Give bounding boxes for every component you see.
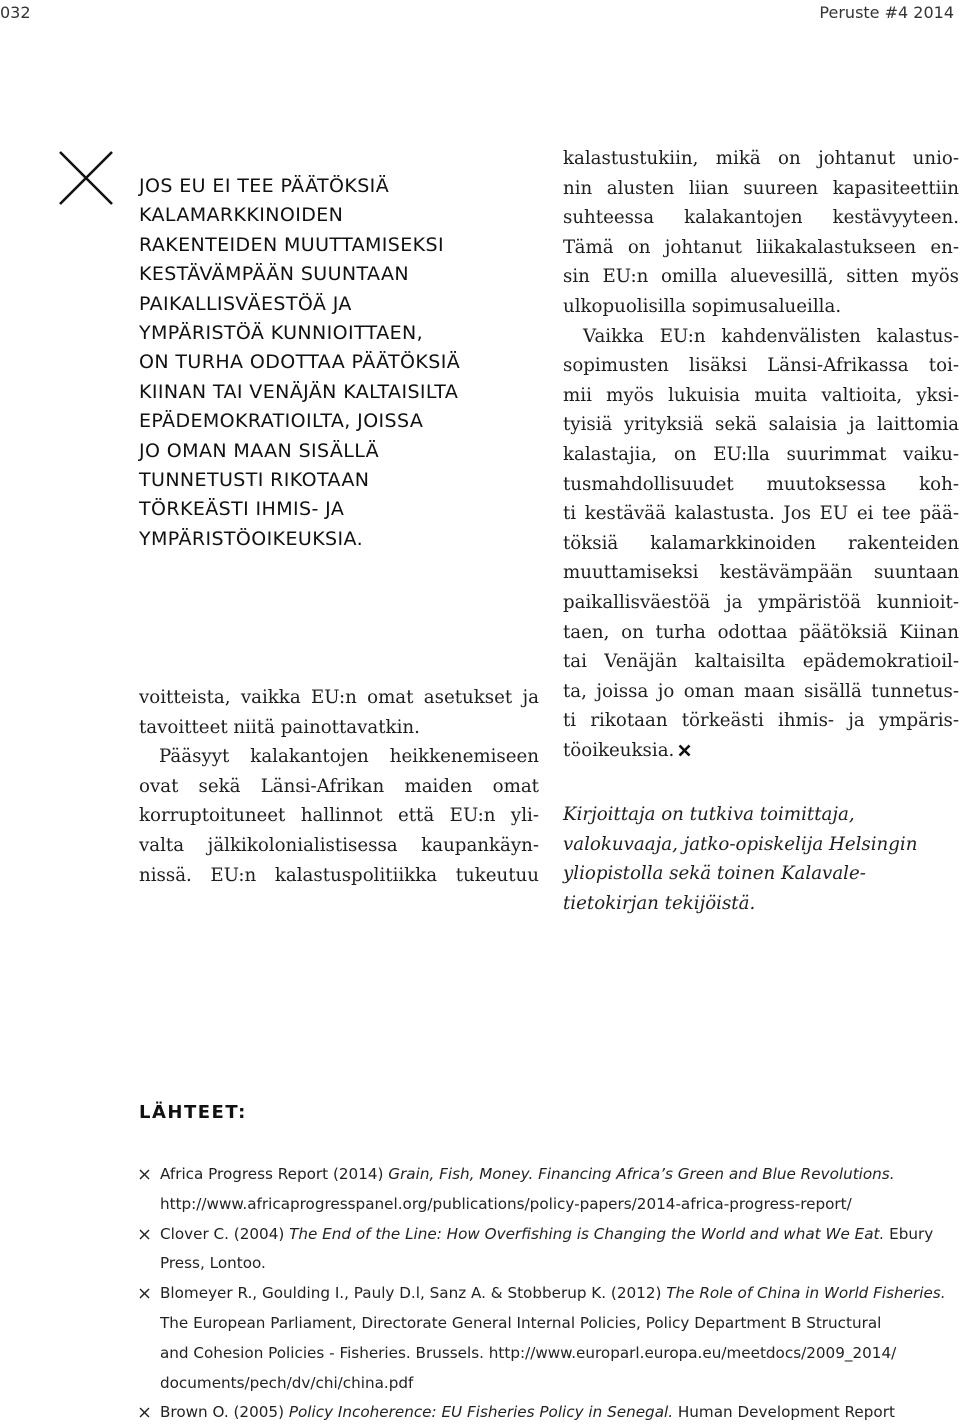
source-title: The End of the Line: How Overfishing is Changing the World and what We Eat. [289, 1224, 885, 1243]
source-text: Clover C. (2004) [160, 1224, 290, 1243]
author-bio [563, 800, 959, 918]
x-bullet-icon [139, 1229, 150, 1240]
body-text-left-column [139, 683, 539, 890]
source-title: The Role of China in World Fisheries. [666, 1284, 946, 1303]
pull-quote-line: KALAMARKKINOIDEN [139, 204, 344, 227]
bio-line: Kirjoittaja on tutkiva toimittaja, [563, 804, 855, 825]
bio-line: valokuvaaja, jatko-opiskelija Helsingin [563, 833, 918, 855]
pull-quote-line: TUNNETUSTI RIKOTAAN [139, 468, 370, 491]
page-header [0, 0, 960, 30]
body-line: taen, on turha odottaa päätöksiä Kiinan [563, 621, 959, 643]
source-text: Human Development Report [673, 1403, 895, 1422]
body-line: Tämä on johtanut liikakalastukseen en- [563, 236, 959, 258]
body-line: tyisiä yrityksiä sekä salaisia ja laittomia [563, 414, 959, 436]
body-line: ovat sekä Länsi-Afrikan maiden omat [139, 775, 539, 797]
body-line: valta jälkikolonialistisessa kaupankäyn- [139, 834, 539, 856]
body-line: kalastustukiin, mikä on johtanut unio- [563, 148, 959, 169]
pull-quote-line: RAKENTEIDEN MUUTTAMISEKSI [139, 233, 445, 256]
source-text: Press, Lontoo. [160, 1254, 266, 1273]
body-line: tai Venäjän kaltaisilta epädemokratioil- [563, 651, 959, 673]
source-text: Brown O. (2005) [160, 1403, 289, 1422]
body-line: töoikeuksia. [563, 739, 675, 761]
sources-list [139, 1160, 960, 1428]
pull-quote-line: TÖRKEÄSTI IHMIS- JA [139, 498, 345, 521]
body-line: muuttamiseksi kestävämpään suuntaan [563, 562, 959, 584]
bio-line: tietokirjan tekijöistä. [563, 892, 756, 914]
body-line: Pääsyyt kalakantojen heikkenemiseen [159, 746, 539, 768]
source-continuation [139, 1369, 960, 1399]
body-line: tavoitteet niitä painottavatkin. [139, 716, 420, 738]
source-text: Ebury [884, 1224, 934, 1243]
x-bullet-icon [139, 1407, 150, 1418]
body-line: ta, joissa jo oman maan sisällä tunnetus- [563, 680, 959, 702]
pull-quote-line: JO OMAN MAAN SISÄLLÄ [139, 439, 380, 462]
source-item [139, 1279, 960, 1309]
source-item [139, 1220, 960, 1250]
body-line: Vaikka EU:n kahdenvälisten kalastus- [583, 325, 959, 347]
pull-quote-line: KESTÄVÄMPÄÄN SUUNTAAN [139, 263, 409, 286]
body-line: mii myös lukuisia muita valtioita, yksi- [563, 384, 959, 406]
pull-quote-line: JOS EU EI TEE PÄÄTÖKSIÄ [139, 175, 390, 197]
body-line: nin alusten liian suureen kapasiteettiin [563, 177, 959, 199]
source-continuation [139, 1309, 960, 1339]
pull-quote-line: YMPÄRISTÖOIKEUKSIA. [139, 527, 364, 550]
body-line: voitteista, vaikka EU:n omat asetukset ja [139, 687, 539, 708]
body-line: suhteessa kalakantojen kestävyyteen. [563, 207, 959, 229]
body-line-end [563, 736, 959, 766]
source-url: documents/pech/dv/chi/china.pdf [160, 1373, 414, 1392]
end-mark-x-icon [678, 744, 691, 757]
pull-quote-line: PAIKALLISVÄESTÖÄ JA [139, 292, 352, 315]
body-line: sopimusten lisäksi Länsi-Afrikassa toi- [563, 355, 959, 377]
body-text-right-column [563, 144, 959, 765]
source-item [139, 1160, 960, 1190]
body-line: ulkopuolisilla sopimusalueilla. [563, 295, 842, 317]
pull-quote-line: ON TURHA ODOTTAA PÄÄTÖKSIÄ [139, 351, 461, 374]
body-line: korruptoituneet hallinnot että EU:n yli- [139, 805, 539, 827]
source-text: Africa Progress Report (2014) [160, 1165, 389, 1183]
body-line: töksiä kalamarkkinoiden rakenteiden [563, 532, 959, 554]
close-x-icon [58, 150, 114, 206]
bio-line: yliopistolla sekä toinen Kalavale- [563, 863, 866, 885]
source-title: Grain, Fish, Money. Financing Africa’s Green and Blue Revolutions. [388, 1165, 895, 1183]
body-line: ti kestävää kalastusta. Jos EU ei tee pää- [563, 503, 959, 525]
source-text: Blomeyer R., Goulding I., Pauly D.l, Sanz A. & Stobberup K. (2012) [160, 1284, 667, 1303]
body-line: sin EU:n omilla aluevesillä, sitten myös [563, 266, 959, 288]
source-title: Policy Incoherence: EU Fisheries Policy in Senegal. [288, 1403, 674, 1422]
body-line: paikallisväestöä ja ympäristöä kunnioit- [563, 591, 959, 613]
x-bullet-icon [139, 1288, 150, 1299]
pull-quote-line: EPÄDEMOKRATIOILTA, JOISSA [139, 410, 424, 433]
pull-quote [139, 172, 519, 554]
body-line: nissä. EU:n kalastuspolitiikka tukeutuu [139, 864, 539, 886]
source-continuation [139, 1339, 960, 1369]
body-line: ti rikotaan törkeästi ihmis- ja ympäris- [563, 710, 959, 732]
source-url: http://www.africaprogresspanel.org/publications/policy-papers/2014-africa-progress-report/ [160, 1194, 852, 1213]
source-continuation [139, 1190, 960, 1220]
page-number: 032 [0, 3, 31, 22]
pull-quote-line: KIINAN TAI VENÄJÄN KALTAISILTA [139, 380, 459, 403]
source-text: and Cohesion Policies - Fisheries. Brussels. http://www.europarl.europa.eu/meetdocs/2009_2014/ [160, 1343, 897, 1362]
sources-heading: LÄHTEET: [139, 1102, 247, 1123]
body-line: kalastajia, on EU:lla suurimmat vaiku- [563, 443, 959, 465]
pull-quote-line: YMPÄRISTÖÄ KUNNIOITTAEN, [139, 321, 424, 344]
source-text: The European Parliament, Directorate General Internal Policies, Policy Department B Structural [160, 1313, 882, 1332]
issue-label: Peruste #4 2014 [819, 3, 954, 22]
x-bullet-icon [139, 1169, 150, 1180]
source-continuation [139, 1249, 960, 1279]
body-line: tusmahdollisuudet muutoksessa koh- [563, 473, 959, 495]
